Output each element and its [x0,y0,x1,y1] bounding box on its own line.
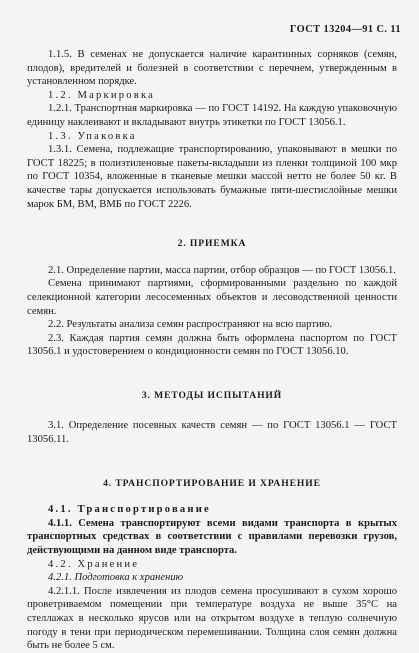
paragraph-4-2-1-text: 4.2.1. Подготовка к хранению [48,572,184,584]
paragraph-4-1-1 [27,517,397,558]
paragraph-2-1-b: Семена принимают партиями, сформированными раздельно по каждой селекционной категории лесосеменных объектов и лесоводственной ценности семян. [27,278,397,317]
section-2-heading: 2. ПРИЕМКА [177,238,247,250]
paragraph-1-2-1: 1.2.1. Транспортная маркировка — по ГОСТ 14192. На каждую упаковочную единицу наклеивают и вкладывают внутрь этикетки по ГОСТ 13056.1. [27,103,397,128]
section-3-heading: 3. МЕТОДЫ ИСПЫТАНИЙ [141,389,283,401]
subsection-1-2-title: 1.2. Маркировка [48,89,156,101]
page-header: ГОСТ 13204—91 С. 11 [289,24,401,35]
section-4-heading: 4. ТРАНСПОРТИРОВАНИЕ И ХРАНЕНИЕ [103,477,321,489]
subsection-1-3-title: 1.3. Упаковка [48,130,137,142]
paragraph-2-1: 2.1. Определение партии, масса партии, отбор образцов — по ГОСТ 13056.1. [48,264,396,276]
subsection-4-1-title: 4.1. Транспортирование [48,504,211,516]
paragraph-4-2-1-1: 4.2.1.1. После извлечения из плодов семена просушивают в сухом хорошо проветриваемом помещении при температуре воздуха не выше 35°С на стеллажах в несколько ярусов или на открытом воздухе в теплую солнечную погоду в тени при периодическом перемешивании. Толщина слоя семян должна быть не более 5 см. [27,585,397,652]
subsection-4-2-title: 4.2. Хранение [48,558,140,570]
paragraph-4-1-1-text: 4.1.1. Семена транспортируют всеми видами транспорта в крытых транспортных средствах в соответствии с правилами перевозки грузов, действующими на данном виде транспорта. [27,517,397,557]
paragraph-2-3: 2.3. Каждая партия семян должна быть оформлена паспортом по ГОСТ 13056.1 и удостоверением о кондиционности семян по ГОСТ 13056.10. [27,332,397,358]
paragraph-2-2: 2.2. Результаты анализа семян распространяют на всю партию. [48,319,333,331]
document-body [27,48,397,653]
paragraph-3-1: 3.1. Определение посевных качеств семян — по ГОСТ 13056.1 — ГОСТ 13056.11. [27,420,397,446]
paragraph-4-2-1 [27,571,397,585]
paragraph-1-3-1: 1.3.1. Семена, подлежащие транспортированию, упаковывают в мешки по ГОСТ 18225; в полиэтиленовые пакеты-вкладыши из пленки толщиной 100 мкр по ГОСТ 10354, вложенные в тканевые мешки массой нетто не более 50 кг. В качестве тары допускается использовать бумажные пяти-шестислойные мешки марок БМ, ВМ, ВМБ по ГОСТ 2226. [27,144,397,210]
paragraph-1-1-5: 1.1.5. В семенах не допускается наличие карантинных сорняков (семян, плодов), вредителей и болезней в соответствии с перечнем, утвержденным в установленном порядке. [27,49,397,88]
